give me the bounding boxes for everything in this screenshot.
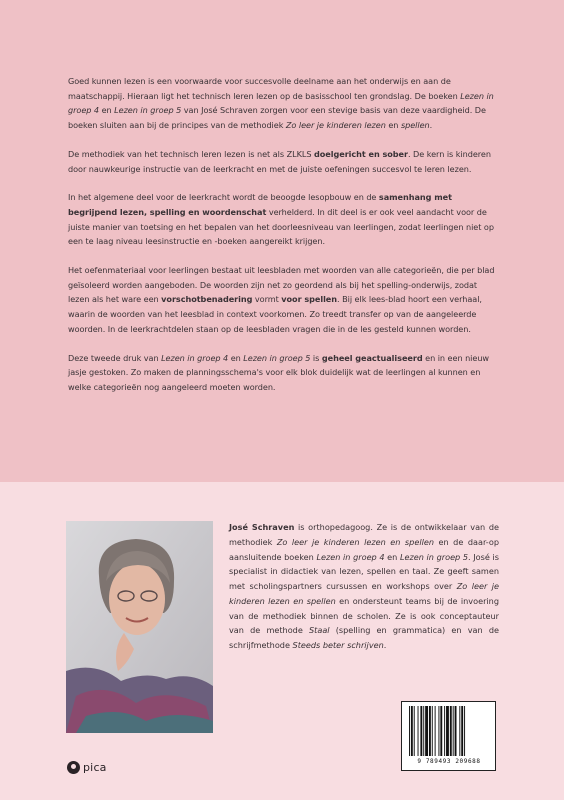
blurb-paragraph-4: Het oefenmateriaal voor leerlingen bestaat uit leesbladen met woorden van alle categorieën, die per blad geïsoleerd worden aangeboden. De woorden zijn net zo geordend als bij het spelling-onderwijs, zodat lezen als het ware een vorschotbenadering vormt voor spellen. Bij elk lees-blad hoort een verhaal, waarin de woorden van het leesblad in context voorkomen. Zo treedt transfer op van de aangeleerde woorden. In de leerkrachtdelen staan op de leesbladen vragen die in de les gesteld kunnen worden. (68, 265, 495, 334)
isbn-barcode (401, 701, 496, 771)
author-bio (229, 520, 499, 653)
pica-logo-icon (67, 761, 80, 774)
publisher-logo (67, 759, 107, 775)
back-cover-blurb (68, 74, 500, 409)
blurb-paragraph-5: Deze tweede druk van Lezen in groep 4 en Lezen in groep 5 is geheel geactualiseerd en in een nieuw jasje gestoken. Zo maken de planningsschema's voor elk blok duidelijk wat de leerlingen al kunnen en welke categorieën nog aangeleerd moeten worden. (68, 352, 490, 392)
blurb-paragraph-2: De methodiek van het technisch leren lezen is net als ZLKLS doelgericht en sober. De kern is kinderen door nauwkeurige instructie van de leerkracht en met de juiste oefeningen succesvol te leren lezen. (68, 148, 491, 174)
barcode-bars (408, 706, 490, 756)
blurb-paragraph-3: In het algemene deel voor de leerkracht wordt de beoogde lesopbouw en de samenhang met begrijpend lezen, spelling en woordenschat verhelderd. In dit deel is er ook veel aandacht voor de juiste manier van toetsing en het bepalen van het doorleesniveau van leerlingen, zodat leerlingen niet op een te laag niveau leesinstructie en -boeken aangereikt krijgen. (68, 192, 494, 247)
author-bio-text: José Schraven is orthopedagoog. Ze is de ontwikkelaar van de methodiek Zo leer je kinderen lezen en spellen en de daar-op aansluitende boeken Lezen in groep 4 en Lezen in groep 5. José is specialist in didactiek van lezen, spellen en taal. Ze geeft samen met scholingspartners cursussen en workshops over Zo leer je kinderen lezen en spellen en ondersteunt teams bij de invoering van de methodiek binnen de scholen. Ze is ook conceptauteur van de methode Staal (spelling en grammatica) en van de schrijfmethode Steeds beter schrijven. (229, 522, 500, 650)
author-photo (66, 521, 213, 733)
blurb-paragraph-1: Goed kunnen lezen is een voorwaarde voor succesvolle deelname aan het onderwijs en aan de maatschappij. Hieraan ligt het technisch leren lezen op de basisschool ten grondslag. De boeken Lezen in groep 4 en Lezen in groep 5 van José Schraven zorgen voor een stevige basis van deze vaardigheid. De boeken sluiten aan bij de principes van de methodiek Zo leer je kinderen lezen en spellen. (68, 76, 494, 131)
isbn-number: 9 789493 209688 (417, 758, 481, 765)
publisher-name: pica (83, 760, 107, 774)
